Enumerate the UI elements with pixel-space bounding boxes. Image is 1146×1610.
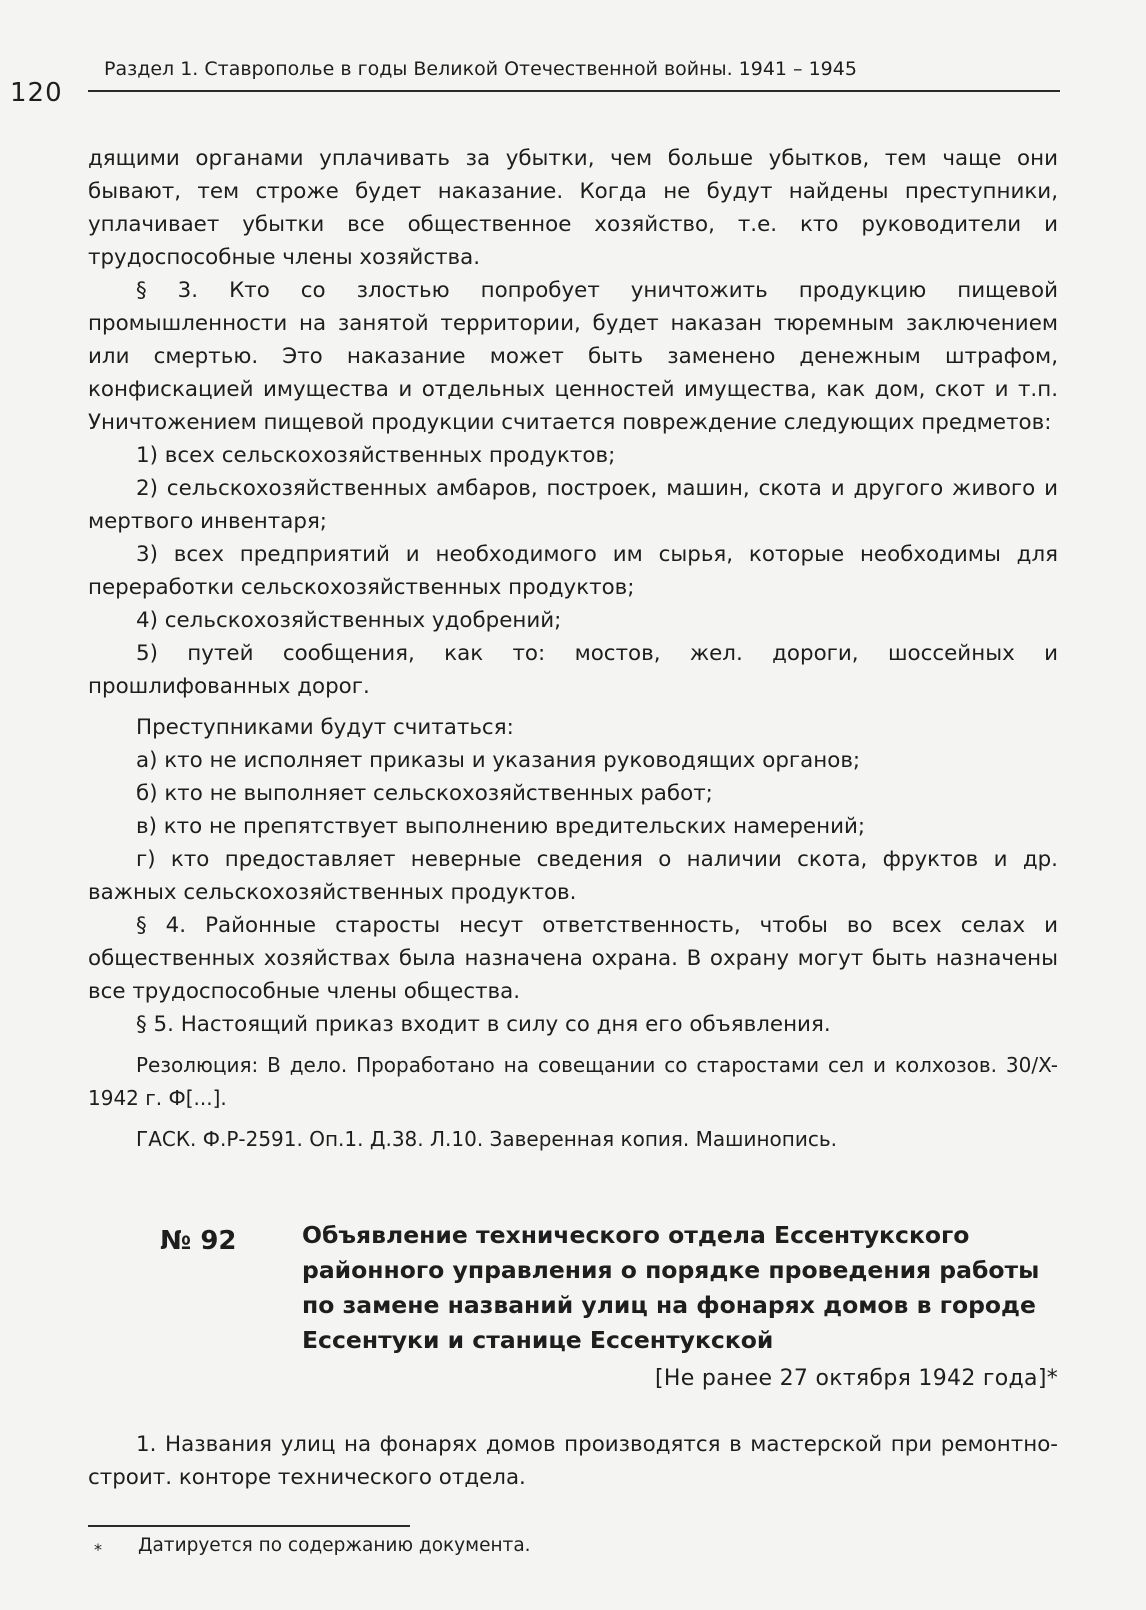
document-paragraph: 1. Названия улиц на фонарях домов производятся в мастерской при ремонтно-строит. конторе технического отдела. xyxy=(88,1432,1058,1490)
paragraph-section-4: § 4. Районные старосты несут ответственность, чтобы во всех селах и общественных хозяйствах была назначена охрана. В охрану могут быть назначены все трудоспособные члены общества. xyxy=(88,913,1058,1004)
criminal-item: г) кто предоставляет неверные сведения о наличии скота, фруктов и др. важных сельскохозяйственных продуктов. xyxy=(88,847,1058,905)
footnote-rule xyxy=(88,1525,410,1527)
resolution: Резолюция: В дело. Проработано на совещании со старостами сел и колхозов. 30/X-1942 г. Ф[...]. xyxy=(88,1053,1058,1110)
archive-reference: ГАСК. Ф.Р-2591. Оп.1. Д.38. Л.10. Заверенная копия. Машинопись. xyxy=(136,1127,837,1151)
footnote-mark: * xyxy=(94,1540,102,1559)
paragraph-section-5: § 5. Настоящий приказ входит в силу со дня его объявления. xyxy=(136,1012,831,1037)
footnote-text: Датируется по содержанию документа. xyxy=(138,1535,531,1556)
list-item: 1) всех сельскохозяйственных продуктов; xyxy=(136,443,616,468)
document-date: [Не ранее 27 октября 1942 года]* xyxy=(655,1366,1058,1391)
document-number: № 92 xyxy=(160,1226,237,1256)
running-title: Раздел 1. Ставрополье в годы Великой Отечественной войны. 1941 – 1945 xyxy=(104,58,857,80)
criminal-item: б) кто не выполняет сельскохозяйственных работ; xyxy=(136,781,713,806)
list-item: 5) путей сообщения, как то: мостов, жел. дороги, шоссейных и прошлифованных дорог. xyxy=(88,641,1058,699)
paragraph-section-3: § 3. Кто со злостью попробует уничтожить продукцию пищевой промышленности на занятой территории, будет наказан тюремным заключением или смертью. Это наказание может быть заменено денежным штрафом, конфискацией имущества и отдельных ценностей имущества, как дом, скот и т.п. Уничтожением пищевой продукции считается повреждение следующих предметов: xyxy=(88,278,1058,435)
list-item: 4) сельскохозяйственных удобрений; xyxy=(136,608,562,633)
criminal-item: в) кто не препятствует выполнению вредительских намерений; xyxy=(136,814,866,839)
criminal-item: а) кто не исполняет приказы и указания руководящих органов; xyxy=(136,748,861,773)
header-rule xyxy=(88,90,1060,92)
main-text xyxy=(88,142,1058,1156)
document-text xyxy=(88,1428,1058,1494)
paragraph-continued: дящими органами уплачивать за убытки, чем больше убытков, тем чаще они бывают, тем строже будет наказание. Когда не будут найдены преступники, уплачивает убытки все общественное хозяйство, т.е. кто руководители и трудоспособные члены хозяйства. xyxy=(88,146,1058,270)
list-item: 3) всех предприятий и необходимого им сырья, которые необходимы для переработки сельскохозяйственных продуктов; xyxy=(88,542,1058,600)
document-title: Объявление технического отдела Ессентукского районного управления о порядке проведения работы по замене названий улиц на фонарях домов в городе Ессентуки и станице Ессентукской xyxy=(302,1221,1040,1354)
page-number: 120 xyxy=(10,78,63,108)
criminals-intro: Преступниками будут считаться: xyxy=(136,715,514,740)
list-item: 2) сельскохозяйственных амбаров, построек, машин, скота и другого живого и мертвого инвентаря; xyxy=(88,476,1058,534)
